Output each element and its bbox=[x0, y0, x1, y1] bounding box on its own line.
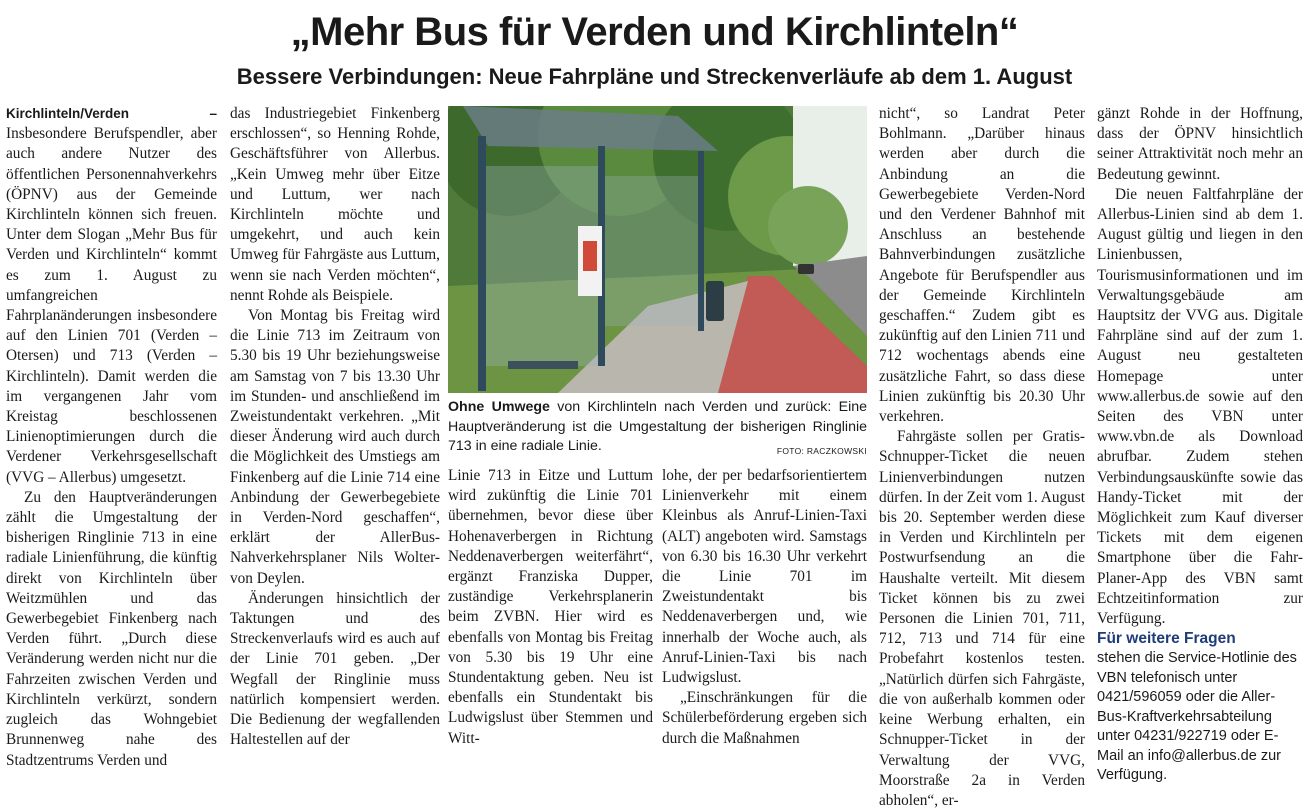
article-column-4 bbox=[662, 466, 867, 749]
article-paragraph: das Industriegebiet Finkenberg erschlossen“, so Henning Rohde, Geschäftsführer von Allerbus. „Kein Umweg mehr über Eitze und Luttum, wer nach Kirchlinteln möchte und umgekehrt, und auch kein Umweg für Fahrgäste aus Luttum, wenn sie nach Verden möchten“, nennt Rohde als Beispiele. bbox=[230, 105, 441, 304]
article-paragraph: lohe, der per bedarfsorientiertem Linienverkehr mit einem Kleinbus als Anruf-Linien-Taxi (ALT) angeboten wird. Samstags von 6.30 bis 16.30 Uhr verkehrt die Linie 701 im Zweistundentakt bis Neddenaverbergen und, wie innerhalb der Woche auch, als Anruf-Linien-Taxi bis nach Ludwigslust. bbox=[662, 467, 867, 687]
article-paragraph: Die neuen Faltfahrpläne der Allerbus-Linien sind ab dem 1. August gültig und liegen in den Linienbussen, Tourismusinformationen und im Verwaltungsgebäude am Hauptsitz der VVG aus. Digitale Fahrpläne sind auf der zum 1. August neu gestalteten Homepage unter www.allerbus.de sowie auf den Seiten des VBN unter www.vbn.de als Download abrufbar. Zudem stehen Verbindungsauskünfte sowie das Handy-Ticket mit der Möglichkeit zum Kauf diverser Tickets mit dem eigenen Smartphone über die Fahr-Planer-App des VBN samt Echtzeitinformation zur Verfügung. bbox=[1097, 185, 1303, 628]
bus-stop-photo bbox=[448, 106, 867, 393]
article-column-6 bbox=[1097, 104, 1303, 786]
photo-credit: FOTO: RACZKOWSKI bbox=[776, 446, 867, 456]
paragraph-text: Insbesondere Berufspendler, aber auch andere Nutzer des öffentlichen Personennahverkehrs (ÖPNV) aus der Gemeinde Kirchlinteln können sich freuen. Unter dem Slogan „Mehr Bus für Verden und Kirchlinteln“ kommt es zum 1. August zu umfangreichen Fahrplanänderungen insbesondere auf den Linien 701 (Verden – Otersen) und 713 (Verden – Kirchlinteln). Damit werden die im vergangenen Jahr vom Kreistag beschlossenen Linienoptimierungen durch die Verdener Verkehrsgesellschaft (VVG – Allerbus) umgesetzt. bbox=[6, 125, 217, 486]
article-paragraph: Linie 713 in Eitze und Luttum wird zukünftig die Linie 701 übernehmen, bevor diese über Hohenaverbergen in Richtung Neddenaverbergen weiterfährt“, ergänzt Franziska Dupper, zuständige Verkehrsplanerin beim ZVBN. Hier wird es ebenfalls von Montag bis Freitag von 5.30 bis 19 Uhr eine Stundentaktung geben. Neu ist ebenfalls ein Stundentakt bis Ludwigslust über Stemmen und Witt- bbox=[448, 467, 653, 747]
article-paragraph bbox=[6, 104, 217, 488]
article-paragraph: Zu den Hauptveränderungen zählt die Umgestaltung der bisherigen Ringlinie 713 in eine radiale Linienführung, die künftig direkt von Kirchlinteln über Weitzmühlen und das Gewerbegebiet Finkenberg nach Verden führt. „Durch diese Veränderung werden nicht nur die Fahrzeiten zwischen Verden und Kirchlinteln verkürzt, sondern zugleich das Wohngebiet Brunnenweg nahe des Stadtzentrums Verden und bbox=[6, 488, 217, 769]
article-column-1 bbox=[6, 104, 217, 771]
article-paragraph: Änderungen hinsichtlich der Taktungen und des Streckenverlaufs wird es auch auf der Linie 701 geben. „Der Wegfall der Ringlinie muss natürlich kompensiert werden. Die Bedienung der wegfallenden Haltestellen auf der bbox=[230, 589, 440, 749]
info-box-text: stehen die Service-Hotlinie des VBN telefonisch unter 0421/596059 oder die Aller-Bus-Kraftverkehrsabteilung unter 04231/922719 oder E-Mail an info@allerbus.de zur Verfügung. bbox=[1097, 650, 1297, 784]
article-paragraph: „Einschränkungen für die Schülerbeförderung ergeben sich durch die Maßnahmen bbox=[662, 689, 867, 747]
caption-text: von Kirchlinteln nach Verden und zurück: Eine Hauptveränderung ist die Umgestaltung der bisherigen Ringlinie 713 in eine radiale Linie. bbox=[448, 399, 868, 454]
info-box-heading: Für weitere Fragen bbox=[1097, 630, 1236, 648]
article-column-5 bbox=[879, 104, 1085, 811]
article-column-2 bbox=[230, 104, 440, 751]
article-paragraph: gänzt Rohde in der Hoffnung, dass der ÖPNV hinsichtlich seiner Attraktivität noch mehr an Bedeutung gewinnt. bbox=[1097, 105, 1303, 183]
article-paragraph: Fahrgäste sollen per Gratis-Schnupper-Ticket die neuen Linienverbindungen nutzen dürfen. In der Zeit vom 1. August bis 20. September werden diese in Verden und Kirchlinteln per Postwurfsendung an die Haushalte verteilt. Mit diesem Ticket können bis zu zwei Personen die Linien 701, 711, 712, 713 und 714 für eine Probefahrt kostenlos testen. „Natürlich dürfen sich Fahrgäste, die von außerhalb kommen oder keine Werbung erhalten, ein Schnupper-Ticket in der Verwaltung der VVG, Moorstraße 2a in Verden abholen“, er- bbox=[879, 428, 1085, 809]
article-paragraph: Von Montag bis Freitag wird die Linie 713 im Zeitraum von 5.30 bis 19 Uhr beziehungsweise am Samstag von 7 bis 13.30 Uhr im Stunden- und anschließend im Zweistundentakt verkehren. „Mit dieser Änderung wird auch durch die Möglichkeit des Umstiegs am Finkenberg auf die Linie 714 eine Anbindung der Gewerbegebiete in Verden-Nord geschaffen“, erklärt der AllerBus-Nahverkehrsplaner Nils Wolter-von Deylen. bbox=[230, 307, 440, 587]
article-column-3 bbox=[448, 466, 653, 749]
photo-caption bbox=[448, 398, 867, 462]
headline: „Mehr Bus für Verden und Kirchlinteln“ bbox=[290, 10, 1019, 54]
dateline: Kirchlinteln/Verden – bbox=[6, 106, 217, 121]
caption-lead: Ohne Umwege bbox=[448, 399, 550, 415]
subheadline: Bessere Verbindungen: Neue Fahrpläne und Streckenverläufe ab dem 1. August bbox=[236, 64, 1073, 89]
article-paragraph: nicht“, so Landrat Peter Bohlmann. „Darüber hinaus werden aber durch die Anbindung an die Gewerbegebiete Verden-Nord und den Verdener Bahnhof mit Anschluss an bestehende Bahnverbindungen zusätzliche Angebote für Berufspendler aus der Gemeinde Kirchlinteln geschaffen.“ Zudem gibt es zukünftig auf den Linien 711 und 712 wochentags abends eine zusätzliche Fahrt, so dass diese Linien zukünftig bis 20.30 Uhr verkehren. bbox=[879, 105, 1085, 426]
bus-stop-image bbox=[448, 106, 867, 393]
